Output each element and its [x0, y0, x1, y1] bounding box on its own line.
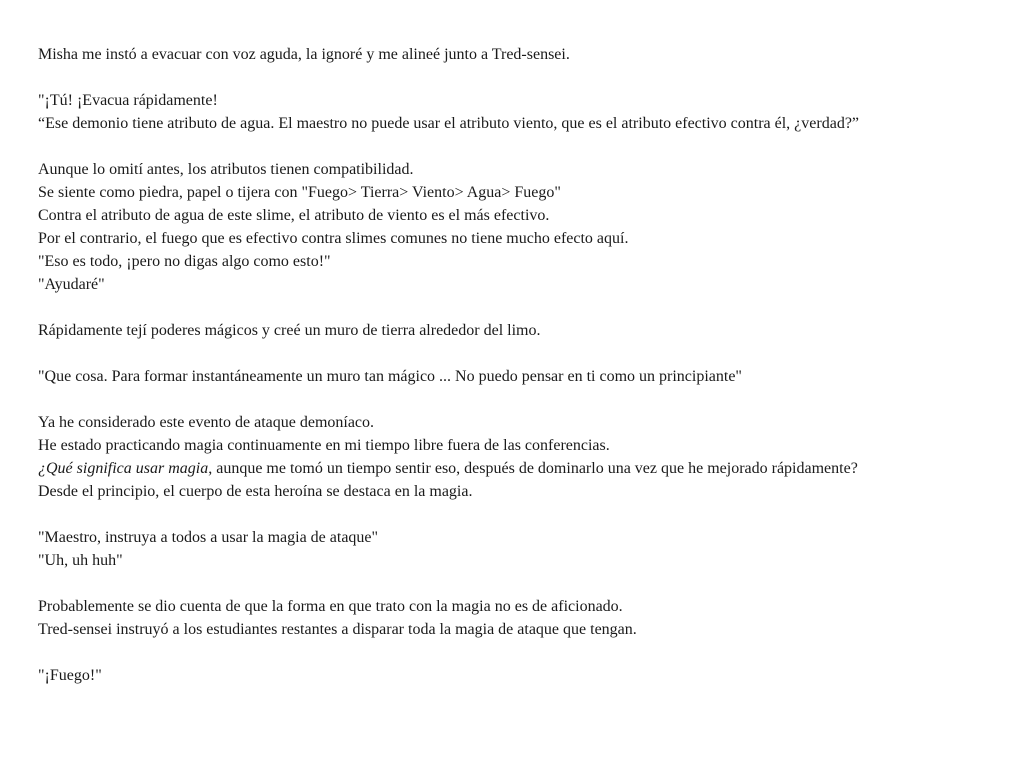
paragraph — [38, 365, 988, 388]
document-body — [38, 43, 988, 710]
text-line: "Eso es todo, ¡pero no digas algo como esto!" — [38, 253, 331, 270]
paragraph — [38, 526, 988, 572]
paragraph — [38, 43, 988, 66]
mixed-text-line — [38, 457, 988, 480]
text-line: “Ese demonio tiene atributo de agua. El maestro no puede usar el atributo viento, que es el atributo efectivo contra él, ¿verdad?” — [38, 115, 860, 132]
text-line: Tred-sensei instruyó a los estudiantes restantes a disparar toda la magia de ataque que tengan. — [38, 621, 637, 638]
italic-phrase: ¿Qué significa usar magia — [38, 460, 209, 477]
text-line: Contra el atributo de agua de este slime, el atributo de viento es el más efectivo. — [38, 207, 550, 224]
paragraph — [38, 664, 988, 687]
text-line: "Uh, uh huh" — [38, 552, 123, 569]
text-line: "Que cosa. Para formar instantáneamente un muro tan mágico ... No puedo pensar en ti como un principiante" — [38, 368, 742, 385]
text-line: "¡Tú! ¡Evacua rápidamente! — [38, 92, 218, 109]
paragraph — [38, 411, 988, 503]
text-line: "¡Fuego!" — [38, 667, 102, 684]
paragraph — [38, 158, 988, 296]
paragraph — [38, 595, 988, 641]
text-line: "Ayudaré" — [38, 276, 105, 293]
text-line: Rápidamente tejí poderes mágicos y creé un muro de tierra alrededor del limo. — [38, 322, 541, 339]
text-line: Por el contrario, el fuego que es efectivo contra slimes comunes no tiene mucho efecto aquí. — [38, 230, 629, 247]
text-line: Misha me instó a evacuar con voz aguda, la ignoré y me alineé junto a Tred-sensei. — [38, 46, 570, 63]
paragraph — [38, 89, 988, 135]
text-line: Desde el principio, el cuerpo de esta heroína se destaca en la magia. — [38, 483, 473, 500]
text-line: "Maestro, instruya a todos a usar la magia de ataque" — [38, 529, 379, 546]
text-line: Se siente como piedra, papel o tijera con "Fuego> Tierra> Viento> Agua> Fuego" — [38, 184, 561, 201]
paragraph — [38, 319, 988, 342]
text-line: He estado practicando magia continuamente en mi tiempo libre fuera de las conferencias. — [38, 437, 610, 454]
text-fragment: , aunque me tomó un tiempo sentir eso, después de dominarlo una vez que he mejorado rápidamente? — [208, 460, 858, 477]
text-line: Probablemente se dio cuenta de que la forma en que trato con la magia no es de aficionado. — [38, 598, 623, 615]
text-line: Ya he considerado este evento de ataque demoníaco. — [38, 414, 375, 431]
text-line: Aunque lo omití antes, los atributos tienen compatibilidad. — [38, 161, 414, 178]
